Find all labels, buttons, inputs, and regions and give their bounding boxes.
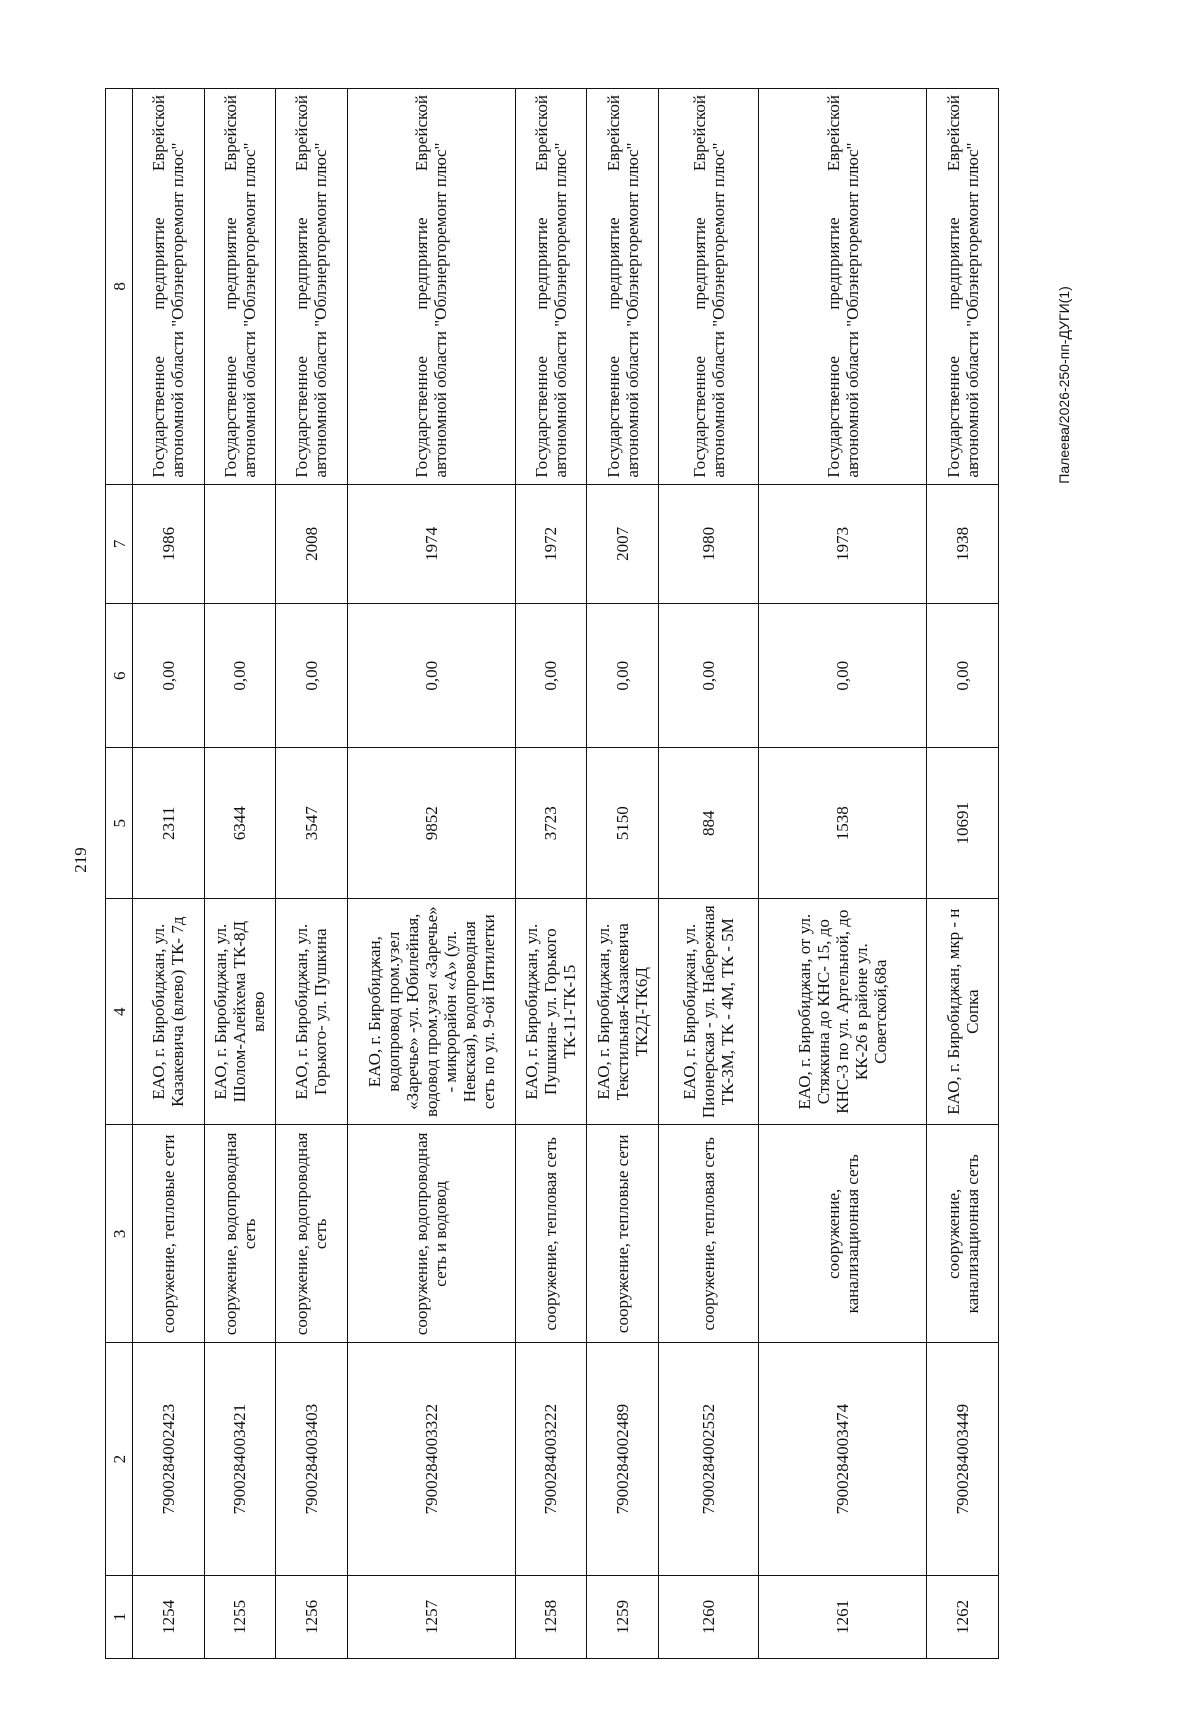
object-type-cell: сооружение, канализационная сеть	[927, 1125, 999, 1343]
year-cell: 1972	[515, 484, 587, 603]
object-type-cell: сооружение, тепловая сеть	[658, 1125, 759, 1343]
table-row	[587, 89, 659, 1659]
length-cell: 2311	[133, 748, 205, 899]
property-register-table	[105, 88, 999, 1659]
length-cell: 10691	[927, 748, 999, 899]
address-cell: ЕАО, г. Биробиджан, водопровод пром.узел «Заречье» -ул. Юбилейная, водовод пром.узел «Заречье» - микрорайон «А» (ул. Невская), водопроводная сеть по ул. 9-ой Пятилетки	[347, 899, 515, 1125]
owner-cell: Государственное предприятие Еврейской автономной области "Облэнергоремонт плюс"	[658, 89, 759, 485]
footer	[1044, 75, 1084, 1725]
column-header-1: 1	[106, 1575, 133, 1658]
table-row	[515, 89, 587, 1659]
length-cell: 3547	[276, 748, 348, 899]
address-cell: ЕАО, г. Биробиджан, ул. Горького- ул. Пушкина	[276, 899, 348, 1125]
row-number-cell: 1256	[276, 1575, 348, 1658]
row-number-cell: 1254	[133, 1575, 205, 1658]
cadastral-number-cell: 7900284003449	[927, 1343, 999, 1575]
object-type-cell: сооружение, тепловые сети	[133, 1125, 205, 1343]
object-type-cell: сооружение, водопроводная сеть	[276, 1125, 348, 1343]
object-type-cell: сооружение, водопроводная сеть	[204, 1125, 276, 1343]
owner-cell: Государственное предприятие Еврейской автономной области "Облэнергоремонт плюс"	[759, 89, 927, 485]
cadastral-number-cell: 7900284003421	[204, 1343, 276, 1575]
owner-cell: Государственное предприятие Еврейской автономной области "Облэнергоремонт плюс"	[515, 89, 587, 485]
rotated-page-content	[105, 88, 999, 1659]
row-number-cell: 1259	[587, 1575, 659, 1658]
column-header-6: 6	[106, 603, 133, 747]
address-cell: ЕАО, г. Биробиджан, ул. Шолом-Алейхема ТК-8Д влево	[204, 899, 276, 1125]
table-row	[204, 89, 276, 1659]
year-cell: 1974	[347, 484, 515, 603]
table-row	[276, 89, 348, 1659]
address-cell: ЕАО, г. Биробиджан, ул. Пионерская - ул. Набережная ТК-3М, ТК - 4М, ТК - 5М	[658, 899, 759, 1125]
cadastral-number-cell: 7900284003403	[276, 1343, 348, 1575]
owner-cell: Государственное предприятие Еврейской автономной области "Облэнергоремонт плюс"	[276, 89, 348, 485]
value-cell: 0,00	[204, 603, 276, 747]
table-header-row	[106, 89, 133, 1659]
table-row	[133, 89, 205, 1659]
value-cell: 0,00	[587, 603, 659, 747]
year-cell: 1973	[759, 484, 927, 603]
year-cell: 1938	[927, 484, 999, 603]
value-cell: 0,00	[347, 603, 515, 747]
row-number-cell: 1260	[658, 1575, 759, 1658]
year-cell: 1980	[658, 484, 759, 603]
table-wrapper	[105, 88, 999, 1659]
table-body	[133, 89, 999, 1659]
table-row	[347, 89, 515, 1659]
table-row	[759, 89, 927, 1659]
column-header-4: 4	[106, 899, 133, 1125]
value-cell: 0,00	[276, 603, 348, 747]
owner-cell: Государственное предприятие Еврейской автономной области "Облэнергоремонт плюс"	[133, 89, 205, 485]
cadastral-number-cell: 7900284003222	[515, 1343, 587, 1575]
row-number-cell: 1258	[515, 1575, 587, 1658]
row-number-cell: 1255	[204, 1575, 276, 1658]
year-cell	[204, 484, 276, 603]
object-type-cell: сооружение, водопроводная сеть и водовод	[347, 1125, 515, 1343]
column-header-3: 3	[106, 1125, 133, 1343]
address-cell: ЕАО, г. Биробиджан, мкр - н Сопка	[927, 899, 999, 1125]
object-type-cell: сооружение, канализационная сеть	[759, 1125, 927, 1343]
page-number: 219	[71, 847, 90, 873]
value-cell: 0,00	[927, 603, 999, 747]
footer-reference: Палеева/2026-250-пп-ДУГИ(1)	[1056, 286, 1072, 484]
cadastral-number-cell: 7900284002423	[133, 1343, 205, 1575]
owner-cell: Государственное предприятие Еврейской автономной области "Облэнергоремонт плюс"	[927, 89, 999, 485]
year-cell: 2008	[276, 484, 348, 603]
cadastral-number-cell: 7900284003322	[347, 1343, 515, 1575]
length-cell: 6344	[204, 748, 276, 899]
owner-cell: Государственное предприятие Еврейской автономной области "Облэнергоремонт плюс"	[347, 89, 515, 485]
address-cell: ЕАО, г. Биробиджан, ул. Текстильная-Казакевича ТК2Д-ТК6Д	[587, 899, 659, 1125]
length-cell: 3723	[515, 748, 587, 899]
value-cell: 0,00	[515, 603, 587, 747]
object-type-cell: сооружение, тепловая сеть	[515, 1125, 587, 1343]
column-header-2: 2	[106, 1343, 133, 1575]
length-cell: 1538	[759, 748, 927, 899]
value-cell: 0,00	[759, 603, 927, 747]
column-header-8: 8	[106, 89, 133, 485]
length-cell: 884	[658, 748, 759, 899]
column-header-7: 7	[106, 484, 133, 603]
row-number-cell: 1262	[927, 1575, 999, 1658]
address-cell: ЕАО, г. Биробиджан, от ул. Стяжкина до КНС- 15, до КНС-3 по ул. Артельной, до КК-26 в районе ул. Советской,68а	[759, 899, 927, 1125]
column-header-5: 5	[106, 748, 133, 899]
year-cell: 1986	[133, 484, 205, 603]
row-number-cell: 1257	[347, 1575, 515, 1658]
owner-cell: Государственное предприятие Еврейской автономной области "Облэнергоремонт плюс"	[204, 89, 276, 485]
cadastral-number-cell: 7900284003474	[759, 1343, 927, 1575]
address-cell: ЕАО, г. Биробиджан, ул. Казакевича (влево) ТК- 7д	[133, 899, 205, 1125]
value-cell: 0,00	[658, 603, 759, 747]
cadastral-number-cell: 7900284002489	[587, 1343, 659, 1575]
address-cell: ЕАО, г. Биробиджан, ул. Пушкина- ул. Горького ТК-11-ТК-15	[515, 899, 587, 1125]
length-cell: 5150	[587, 748, 659, 899]
year-cell: 2007	[587, 484, 659, 603]
value-cell: 0,00	[133, 603, 205, 747]
owner-cell: Государственное предприятие Еврейской автономной области "Облэнергоремонт плюс"	[587, 89, 659, 485]
object-type-cell: сооружение, тепловые сети	[587, 1125, 659, 1343]
table-row	[927, 89, 999, 1659]
cadastral-number-cell: 7900284002552	[658, 1343, 759, 1575]
table-row	[658, 89, 759, 1659]
row-number-cell: 1261	[759, 1575, 927, 1658]
length-cell: 9852	[347, 748, 515, 899]
